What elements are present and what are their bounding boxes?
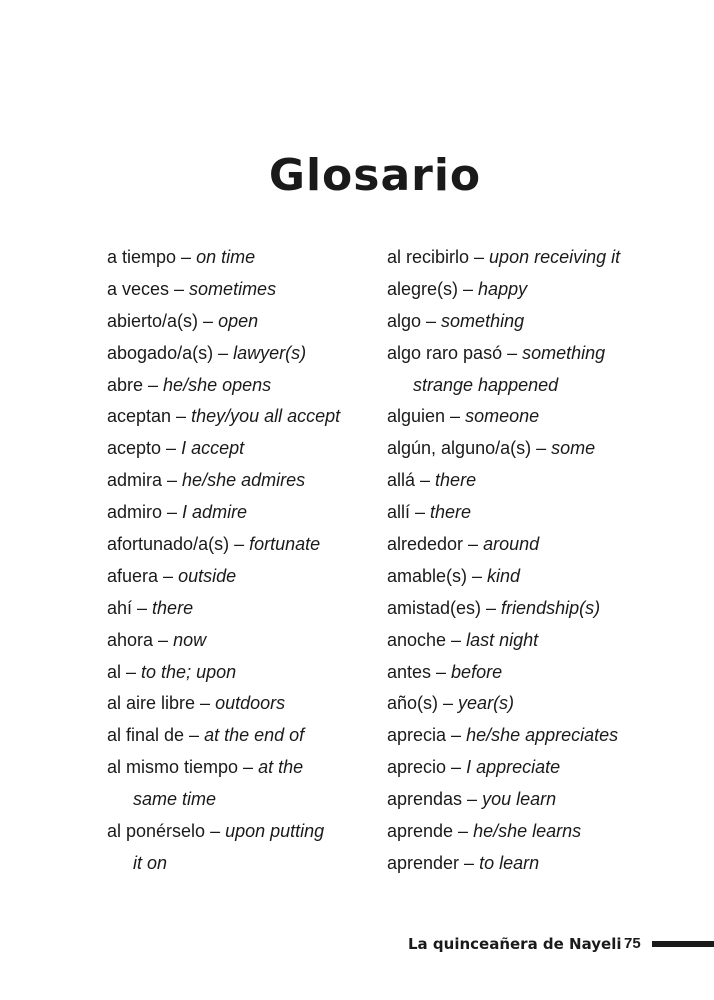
entry-english: at the xyxy=(258,757,304,778)
entry-spanish: al recibirlo – xyxy=(387,247,490,267)
glossary-entry xyxy=(107,433,382,465)
entry-english: upon receiving it xyxy=(489,247,621,267)
glossary-entry xyxy=(107,242,382,274)
entry-spanish: a tiempo – xyxy=(107,247,197,267)
entry-english: he/she opens xyxy=(163,374,272,395)
glossary-entry xyxy=(387,625,707,657)
glossary-entry xyxy=(107,720,382,752)
glossary-entry xyxy=(107,401,382,433)
entry-spanish: al mismo tiempo – xyxy=(107,757,259,778)
entry-spanish: abre – xyxy=(107,374,164,395)
entry-spanish: admiro – xyxy=(107,502,183,523)
glossary-entry-continuation xyxy=(387,370,707,402)
glossary-entry xyxy=(107,338,382,370)
glossary-entry-continuation xyxy=(107,848,382,880)
entry-english: I admire xyxy=(182,502,248,523)
entry-spanish: abierto/a(s) – xyxy=(107,310,219,331)
entry-english: around xyxy=(483,534,540,555)
glossary-entry xyxy=(387,720,707,752)
entry-english: outside xyxy=(178,565,237,586)
glossary-entry xyxy=(387,433,707,465)
entry-english: on time xyxy=(196,247,256,267)
entry-english: lawyer(s) xyxy=(233,342,307,363)
entry-spanish: aprender – xyxy=(387,852,480,873)
glossary-entry xyxy=(387,784,707,816)
glossary-entry xyxy=(107,657,382,689)
entry-english: he/she appreciates xyxy=(466,725,619,746)
entry-spanish: anoche – xyxy=(387,629,467,650)
entry-english: there xyxy=(430,502,472,523)
entry-spanish: al ponérselo – xyxy=(107,821,226,842)
entry-english: happy xyxy=(478,278,528,299)
entry-english: they/you all accept xyxy=(191,406,341,427)
entry-english: I accept xyxy=(181,438,245,459)
entry-spanish: año(s) – xyxy=(387,693,459,714)
glossary-entry xyxy=(107,561,382,593)
glossary-entry xyxy=(107,752,382,784)
entry-spanish: algún, alguno/a(s) – xyxy=(387,438,552,459)
glossary-entry xyxy=(387,465,707,497)
entry-english: now xyxy=(173,629,207,650)
glossary-entry xyxy=(107,688,382,720)
entry-spanish: abogado/a(s) – xyxy=(107,342,234,363)
glossary-entry xyxy=(107,274,382,306)
entry-english: same time xyxy=(133,789,217,810)
entry-english: strange happened xyxy=(413,374,559,395)
entry-english: to the; upon xyxy=(141,661,237,682)
entry-english: he/she learns xyxy=(473,821,582,842)
entry-spanish: amable(s) – xyxy=(387,565,488,586)
entry-spanish: algo raro pasó – xyxy=(387,342,523,363)
entry-spanish: alguien – xyxy=(387,406,466,427)
entry-spanish: algo – xyxy=(387,310,442,331)
entry-spanish: al aire libre – xyxy=(107,693,216,714)
entry-spanish: allá – xyxy=(387,470,436,491)
entry-english: at the end of xyxy=(204,725,305,746)
entry-spanish: aprecio – xyxy=(387,757,467,778)
entry-spanish: afortunado/a(s) – xyxy=(107,534,250,555)
glossary-entry xyxy=(107,306,382,338)
entry-english: someone xyxy=(465,406,540,427)
glossary-entry xyxy=(387,529,707,561)
glossary-entry xyxy=(387,752,707,784)
glossary-entry xyxy=(387,561,707,593)
entry-spanish: acepto – xyxy=(107,438,182,459)
page-title: Glosario xyxy=(268,150,482,201)
glossary-entry xyxy=(387,593,707,625)
page-footer xyxy=(408,929,714,959)
glossary-entry xyxy=(387,338,707,370)
glossary-entry xyxy=(107,497,382,529)
entry-spanish: alrededor – xyxy=(387,534,484,555)
glossary-entry xyxy=(387,848,707,880)
entry-spanish: ahí – xyxy=(107,597,153,618)
entry-spanish: aprendas – xyxy=(387,789,483,810)
glossary-entry xyxy=(107,529,382,561)
glossary-column-right xyxy=(387,242,707,880)
entry-english: it on xyxy=(133,852,168,873)
entry-english: last night xyxy=(466,629,539,650)
entry-spanish: amistad(es) – xyxy=(387,597,502,618)
glossary-entry xyxy=(107,625,382,657)
entry-spanish: aceptan – xyxy=(107,406,192,427)
entry-english: there xyxy=(435,470,477,491)
entry-english: he/she admires xyxy=(182,470,306,491)
glossary-entry xyxy=(387,688,707,720)
glossary-entry xyxy=(387,401,707,433)
entry-english: sometimes xyxy=(189,278,277,299)
glossary-entry xyxy=(387,657,707,689)
entry-spanish: admira – xyxy=(107,470,183,491)
entry-english: something xyxy=(522,342,606,363)
entry-spanish: al – xyxy=(107,661,142,682)
glossary-entry-continuation xyxy=(107,784,382,816)
entry-english: you learn xyxy=(482,789,557,810)
glossary-column-left xyxy=(107,242,382,880)
entry-spanish: alegre(s) – xyxy=(387,278,479,299)
entry-english: before xyxy=(451,661,503,682)
entry-english: open xyxy=(218,310,259,331)
glossary-entry xyxy=(387,242,707,274)
footer-rule xyxy=(652,941,714,947)
entry-english: I appreciate xyxy=(466,757,561,778)
entry-english: to learn xyxy=(479,852,540,873)
entry-spanish: antes – xyxy=(387,661,452,682)
entry-english: fortunate xyxy=(249,534,321,555)
entry-english: something xyxy=(441,310,525,331)
entry-english: upon putting xyxy=(225,821,325,842)
entry-spanish: ahora – xyxy=(107,629,174,650)
glossary-entry xyxy=(107,370,382,402)
entry-english: friendship(s) xyxy=(501,597,601,618)
entry-english: some xyxy=(551,438,596,459)
entry-english: outdoors xyxy=(215,693,286,714)
glossary-entry xyxy=(387,306,707,338)
glossary-entry xyxy=(387,497,707,529)
entry-spanish: afuera – xyxy=(107,565,179,586)
entry-english: kind xyxy=(487,565,521,586)
entry-spanish: aprende – xyxy=(387,821,474,842)
book-title: La quinceañera de Nayeli xyxy=(408,935,622,953)
entry-english: there xyxy=(152,597,194,618)
entry-spanish: al final de – xyxy=(107,725,205,746)
entry-spanish: aprecia – xyxy=(387,725,467,746)
glossary-entry xyxy=(107,593,382,625)
page-number: 75 xyxy=(624,935,641,952)
glossary-entry xyxy=(387,274,707,306)
glossary-entry xyxy=(107,465,382,497)
glossary-entry xyxy=(387,816,707,848)
entry-english: year(s) xyxy=(458,693,515,714)
entry-spanish: a veces – xyxy=(107,278,190,299)
entry-spanish: allí – xyxy=(387,502,431,523)
glossary-entry xyxy=(107,816,382,848)
